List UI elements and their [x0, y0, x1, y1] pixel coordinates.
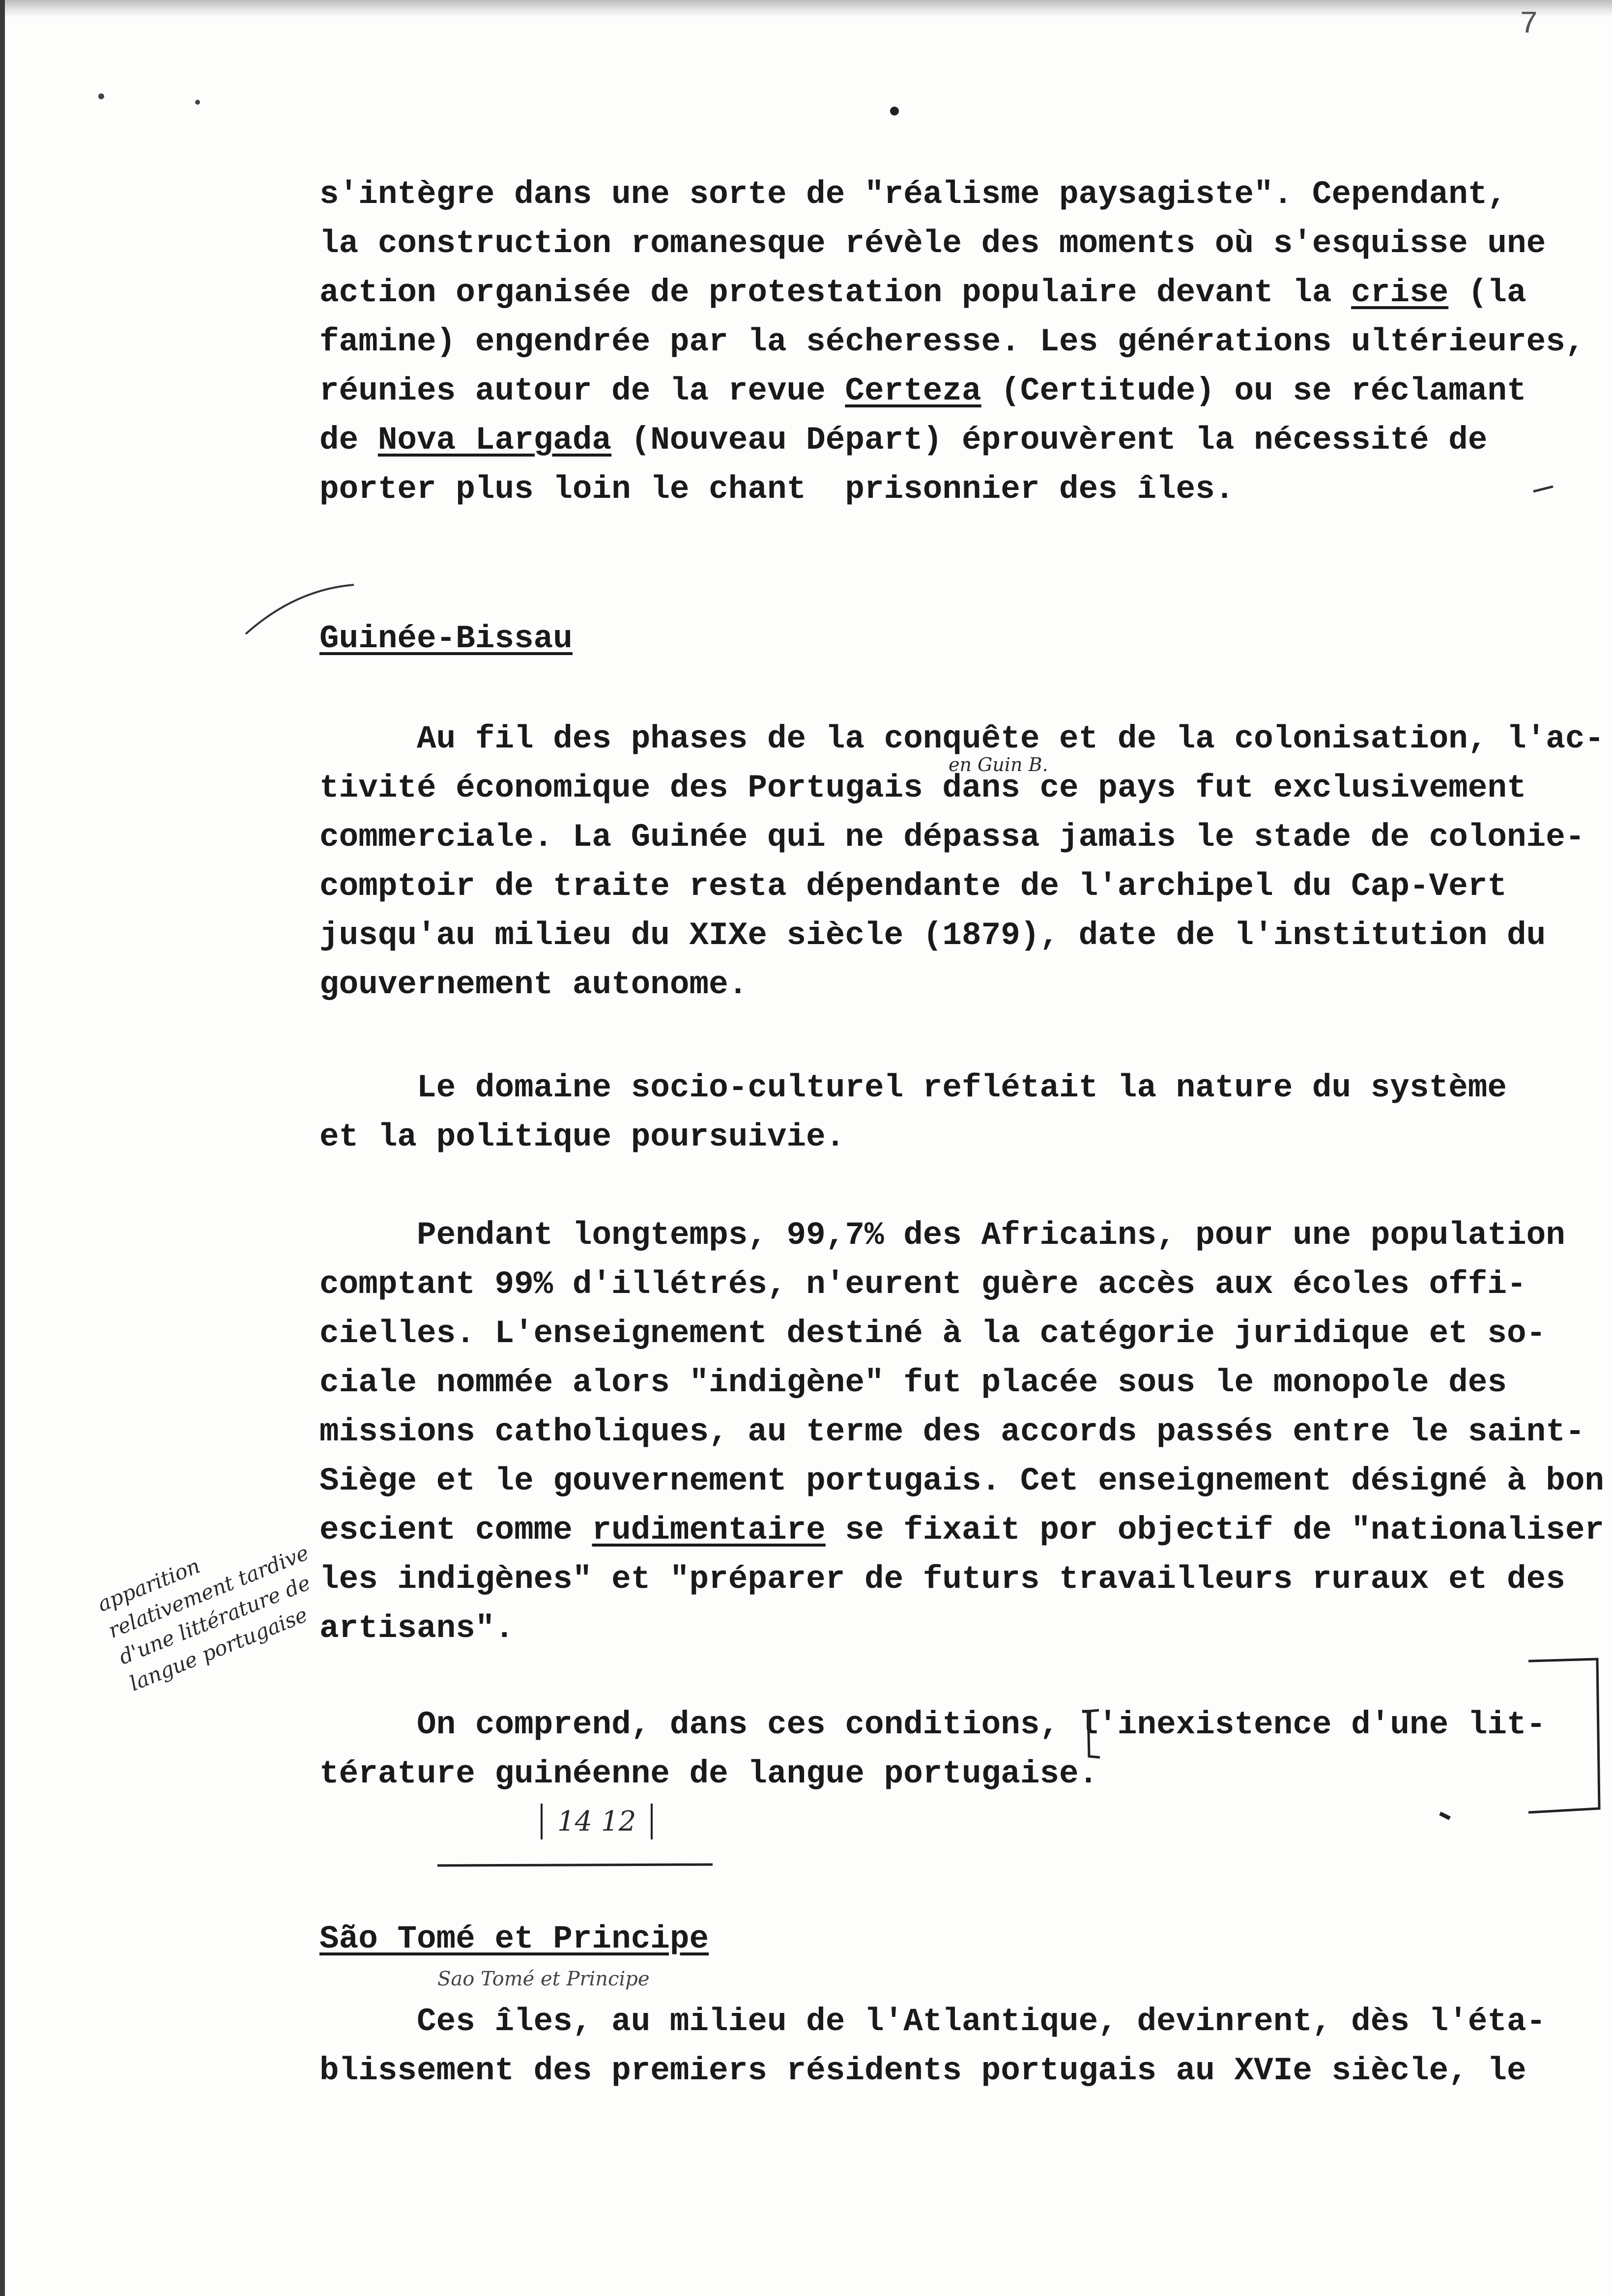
text-line: s'intègre dans une sorte de "réalisme paysagiste". Cependant,	[319, 176, 1507, 213]
text-line: On comprend, dans ces conditions, l'inexistence d'une lit-	[319, 1706, 1546, 1743]
text-line: cielles. L'enseignement destiné à la catégorie juridique et so-	[319, 1315, 1546, 1352]
text-line: Siège et le gouvernement portugais. Cet enseignement désigné à bon	[319, 1463, 1605, 1499]
text-line: comptoir de traite resta dépendante de l'archipel du Cap-Vert	[319, 868, 1507, 905]
text-line: jusqu'au milieu du XIXe siècle (1879), date de l'institution du	[319, 917, 1546, 954]
text-line: missions catholiques, au terme des accords passés entre le saint-	[319, 1413, 1585, 1450]
text-line: ciale nommée alors "indigène" fut placée sous le monopole des	[319, 1364, 1507, 1401]
text-line: commerciale. La Guinée qui ne dépassa jamais le stade de colonie-	[319, 819, 1585, 856]
text-line: Pendant longtemps, 99,7% des Africains, pour une population	[319, 1217, 1565, 1254]
text-line: comptant 99% d'illétrés, n'eurent guère accès aux écoles offi-	[319, 1266, 1526, 1303]
text-line: famine) engendrée par la sécheresse. Les générations ultérieures,	[319, 323, 1585, 360]
text-line: action organisée de protestation populaire devant la crise (la	[319, 274, 1526, 311]
text-line: de Nova Largada (Nouveau Départ) éprouvèrent la nécessité de	[319, 422, 1488, 459]
text-line: escient comme rudimentaire se fixait por objectif de "nationaliser	[319, 1512, 1605, 1549]
boxed-handwritten-number: 14 12	[541, 1804, 653, 1839]
section-heading-guinee-bissau: Guinée-Bissau	[319, 620, 573, 657]
text-line: artisans".	[319, 1610, 515, 1647]
text-line: la construction romanesque révèle des moments où s'esquisse une	[319, 225, 1546, 262]
scan-marks	[5, 0, 1612, 2296]
page-number: 7	[1519, 7, 1538, 42]
text-line: Au fil des phases de la conquête et de la colonisation, l'ac-	[319, 720, 1605, 757]
text-line: gouvernement autonome.	[319, 966, 748, 1003]
text-line: blissement des premiers résidents portugais au XVIe siècle, le	[319, 2052, 1526, 2089]
margin-handwritten-note: apparition relativement tardive d'une littérature de langue portugaise	[94, 1540, 314, 1696]
text-line: Ces îles, au milieu de l'Atlantique, devinrent, dès l'éta-	[319, 2003, 1546, 2040]
text-line: réunies autour de la revue Certeza (Certitude) ou se réclamant	[319, 373, 1526, 409]
handwritten-note-under-heading: Sao Tomé et Principe	[437, 1968, 650, 1990]
section-heading-sao-tome: São Tomé et Principe	[319, 1921, 709, 1957]
text-line: porter plus loin le chant prisonnier des îles.	[319, 471, 1235, 508]
text-line: et la politique poursuivie.	[319, 1119, 845, 1155]
text-line: les indigènes" et "préparer de futurs travailleurs ruraux et des	[319, 1561, 1565, 1598]
text-line: tivité économique des Portugais dans ce pays fut exclusivement	[319, 770, 1526, 806]
text-line: térature guinéenne de langue portugaise.	[319, 1755, 1098, 1792]
text-line: Le domaine socio-culturel reflétait la nature du système	[319, 1069, 1507, 1106]
handwritten-note-above-dans: en Guin B.	[949, 754, 1048, 775]
